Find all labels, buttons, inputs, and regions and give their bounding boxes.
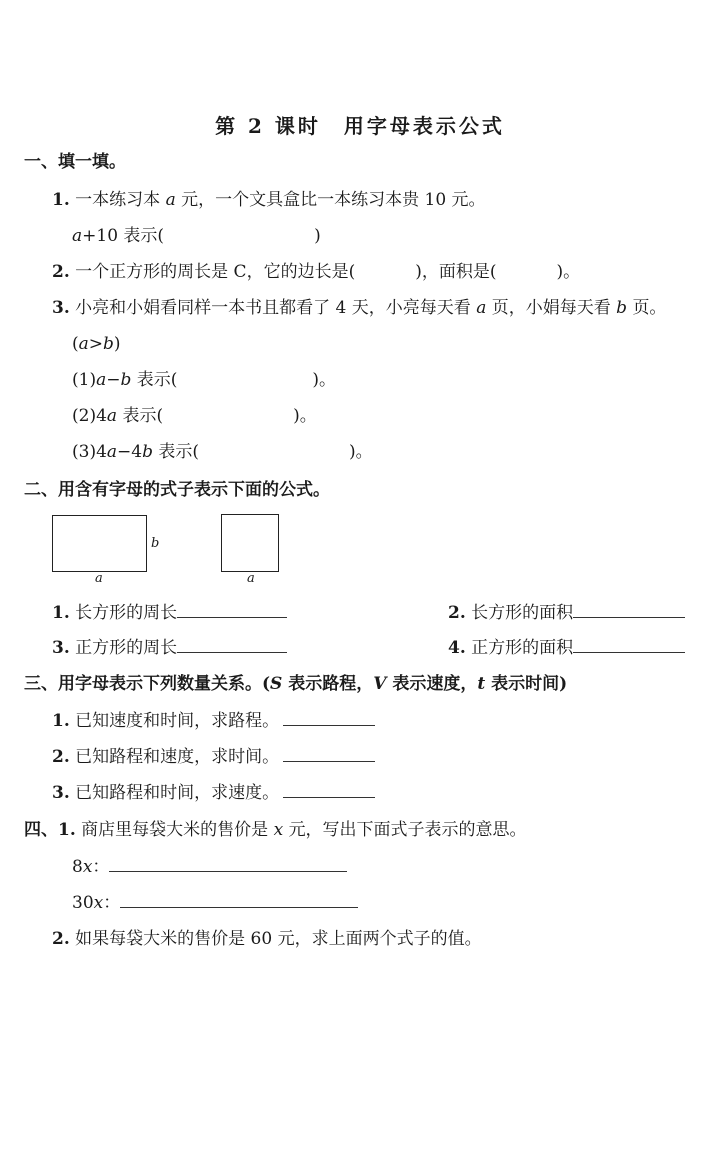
s3-item-1 <box>52 711 375 731</box>
s1-q3-p1-text: 表示( <box>136 370 178 390</box>
s1-q3-cond-open: ( <box>72 334 79 354</box>
s1-q3-p1-var-a: a <box>96 370 107 390</box>
s3-heading-c: 表示速度， <box>392 674 478 694</box>
s1-q3-p3-op: −4 <box>117 442 143 462</box>
s1-q3-p3-var-b: b <box>142 442 153 462</box>
s4-e1-answer-line[interactable] <box>109 857 347 872</box>
s2-item-4-text: 正方形的面积 <box>471 638 574 658</box>
s1-q1-expression <box>72 226 321 246</box>
s2-item-4-number: 4. <box>448 638 466 658</box>
s3-item-3-answer-line[interactable] <box>283 783 375 798</box>
s1-q1-var-a: a <box>165 190 176 210</box>
s1-q2-mid: )，面积是( <box>415 262 497 282</box>
s3-item-1-answer-line[interactable] <box>283 711 375 726</box>
s3-heading-b: 表示路程， <box>288 674 374 694</box>
s2-item-1-number: 1. <box>52 603 70 623</box>
s3-item-3-text: 已知路程和时间，求速度。 <box>75 783 280 803</box>
s1-q3-p3-end: )。 <box>349 442 373 462</box>
s4-q2-text: 如果每袋大米的售价是 60 元，求上面两个式子的值。 <box>75 929 482 949</box>
s2-item-2-text: 长方形的面积 <box>471 603 574 623</box>
section-3-heading <box>24 674 567 694</box>
s4-q1-text-a: 商店里每袋大米的售价是 <box>81 820 269 840</box>
s1-q3-var-b: b <box>616 298 628 318</box>
s1-q3-cond-close: ) <box>113 334 121 354</box>
s1-q3-p2-end: )。 <box>293 406 317 426</box>
s3-item-2-answer-line[interactable] <box>283 747 375 762</box>
section-1-heading: 一、填一填。 <box>24 152 126 172</box>
s2-item-2-answer-line[interactable] <box>573 603 685 618</box>
rectangle-label-a: a <box>95 571 103 586</box>
s3-item-3-number: 3. <box>52 783 70 803</box>
s1-q1-text-b: 元，一个文具盒比一本练习本贵 10 元。 <box>181 190 486 210</box>
s1-question-3 <box>52 298 666 318</box>
s3-var-S: S <box>270 674 283 694</box>
s4-e2-var: x <box>93 893 104 913</box>
s1-q3-p2-label: (2)4 <box>72 406 107 426</box>
s2-item-4-answer-line[interactable] <box>573 638 685 653</box>
s1-q2-end: )。 <box>556 262 581 282</box>
s1-q3-part-3 <box>72 442 373 462</box>
rectangle-label-b: b <box>151 536 160 551</box>
s1-q3-text-a: 小亮和小娟看同样一本书且都看了 4 天，小亮每天看 <box>75 298 471 318</box>
s1-q3-p3-label: (3)4 <box>72 442 107 462</box>
s2-item-1 <box>52 603 287 623</box>
s2-item-3-answer-line[interactable] <box>177 638 287 653</box>
s1-question-1 <box>52 190 486 210</box>
s3-var-V: V <box>373 674 387 694</box>
s4-q1-var: x <box>273 820 284 840</box>
s1-q3-condition <box>72 334 121 354</box>
s1-q3-text-b: 页，小娟每天看 <box>491 298 611 318</box>
s4-e2-answer-line[interactable] <box>120 893 358 908</box>
s4-expression-2 <box>72 893 358 913</box>
s1-q3-p2-text: 表示( <box>122 406 164 426</box>
s1-q1-expr-text: +10 表示( <box>82 226 165 246</box>
s4-e1-coef: 8 <box>72 857 83 877</box>
s2-item-3 <box>52 638 287 658</box>
rectangle-figure <box>52 515 147 572</box>
s1-q1-text-a: 一本练习本 <box>75 190 161 210</box>
s4-q2-number: 2. <box>52 929 70 949</box>
s4-q1-number: 1. <box>58 820 76 840</box>
s1-q3-p2-var-a: a <box>106 406 118 426</box>
s2-item-1-answer-line[interactable] <box>177 603 287 618</box>
s1-q3-p1-var-b: b <box>120 370 132 390</box>
s3-var-t: t <box>477 674 486 694</box>
s2-item-4 <box>448 638 685 658</box>
s1-q3-p3-var-a: a <box>106 442 118 462</box>
s1-q3-p1-end: )。 <box>312 370 337 390</box>
s3-item-2-number: 2. <box>52 747 70 767</box>
s1-q3-text-c: 页。 <box>632 298 667 318</box>
s4-e2-colon: ： <box>103 893 121 913</box>
s3-heading-a: 三、用字母表示下列数量关系。( <box>24 674 271 694</box>
s1-q3-number: 3. <box>52 298 70 318</box>
s2-item-3-number: 3. <box>52 638 70 658</box>
s3-heading-d: 表示时间) <box>491 674 568 694</box>
s1-q1-close: ) <box>314 226 321 246</box>
s3-item-2 <box>52 747 375 767</box>
s3-item-1-text: 已知速度和时间，求路程。 <box>75 711 280 731</box>
s2-item-3-text: 正方形的周长 <box>75 638 178 658</box>
s4-e1-var: x <box>82 857 93 877</box>
square-label-a: a <box>247 571 255 586</box>
s3-item-3 <box>52 783 375 803</box>
s1-q1-number: 1. <box>52 190 70 210</box>
s1-q3-part-2 <box>72 406 317 426</box>
s2-item-2-number: 2. <box>448 603 466 623</box>
s2-item-2 <box>448 603 685 623</box>
s4-q1-text-b: 元，写出下面式子表示的意思。 <box>288 820 527 840</box>
s1-q3-part-1 <box>72 370 336 390</box>
s3-item-1-number: 1. <box>52 711 70 731</box>
s1-question-2 <box>52 262 580 282</box>
s1-q3-cond-b: b <box>103 334 114 354</box>
section-2-heading: 二、用含有字母的式子表示下面的公式。 <box>24 480 330 500</box>
s4-expression-1 <box>72 857 347 877</box>
s1-q3-p3-text: 表示( <box>158 442 200 462</box>
s4-question-1 <box>24 820 527 840</box>
s4-question-2 <box>52 929 482 949</box>
square-figure <box>221 514 279 572</box>
s1-q3-cond-a: a <box>78 334 89 354</box>
s1-q3-cond-op: > <box>88 334 104 354</box>
s4-e1-colon: ： <box>92 857 110 877</box>
s2-item-1-text: 长方形的周长 <box>75 603 178 623</box>
s4-e2-coef: 30 <box>72 893 94 913</box>
s1-q2-number: 2. <box>52 262 70 282</box>
s1-q1-expr-var: a <box>72 226 83 246</box>
s3-item-2-text: 已知路程和速度，求时间。 <box>75 747 280 767</box>
s1-q2-text: 一个正方形的周长是 C，它的边长是( <box>75 262 356 282</box>
s1-q3-p1-label: (1) <box>72 370 97 390</box>
page-title: 第 2 课时 用字母表示公式 <box>215 114 505 138</box>
s1-q3-p1-op: − <box>106 370 121 390</box>
section-4-heading: 四、 <box>24 820 58 840</box>
s1-q3-var-a: a <box>476 298 487 318</box>
